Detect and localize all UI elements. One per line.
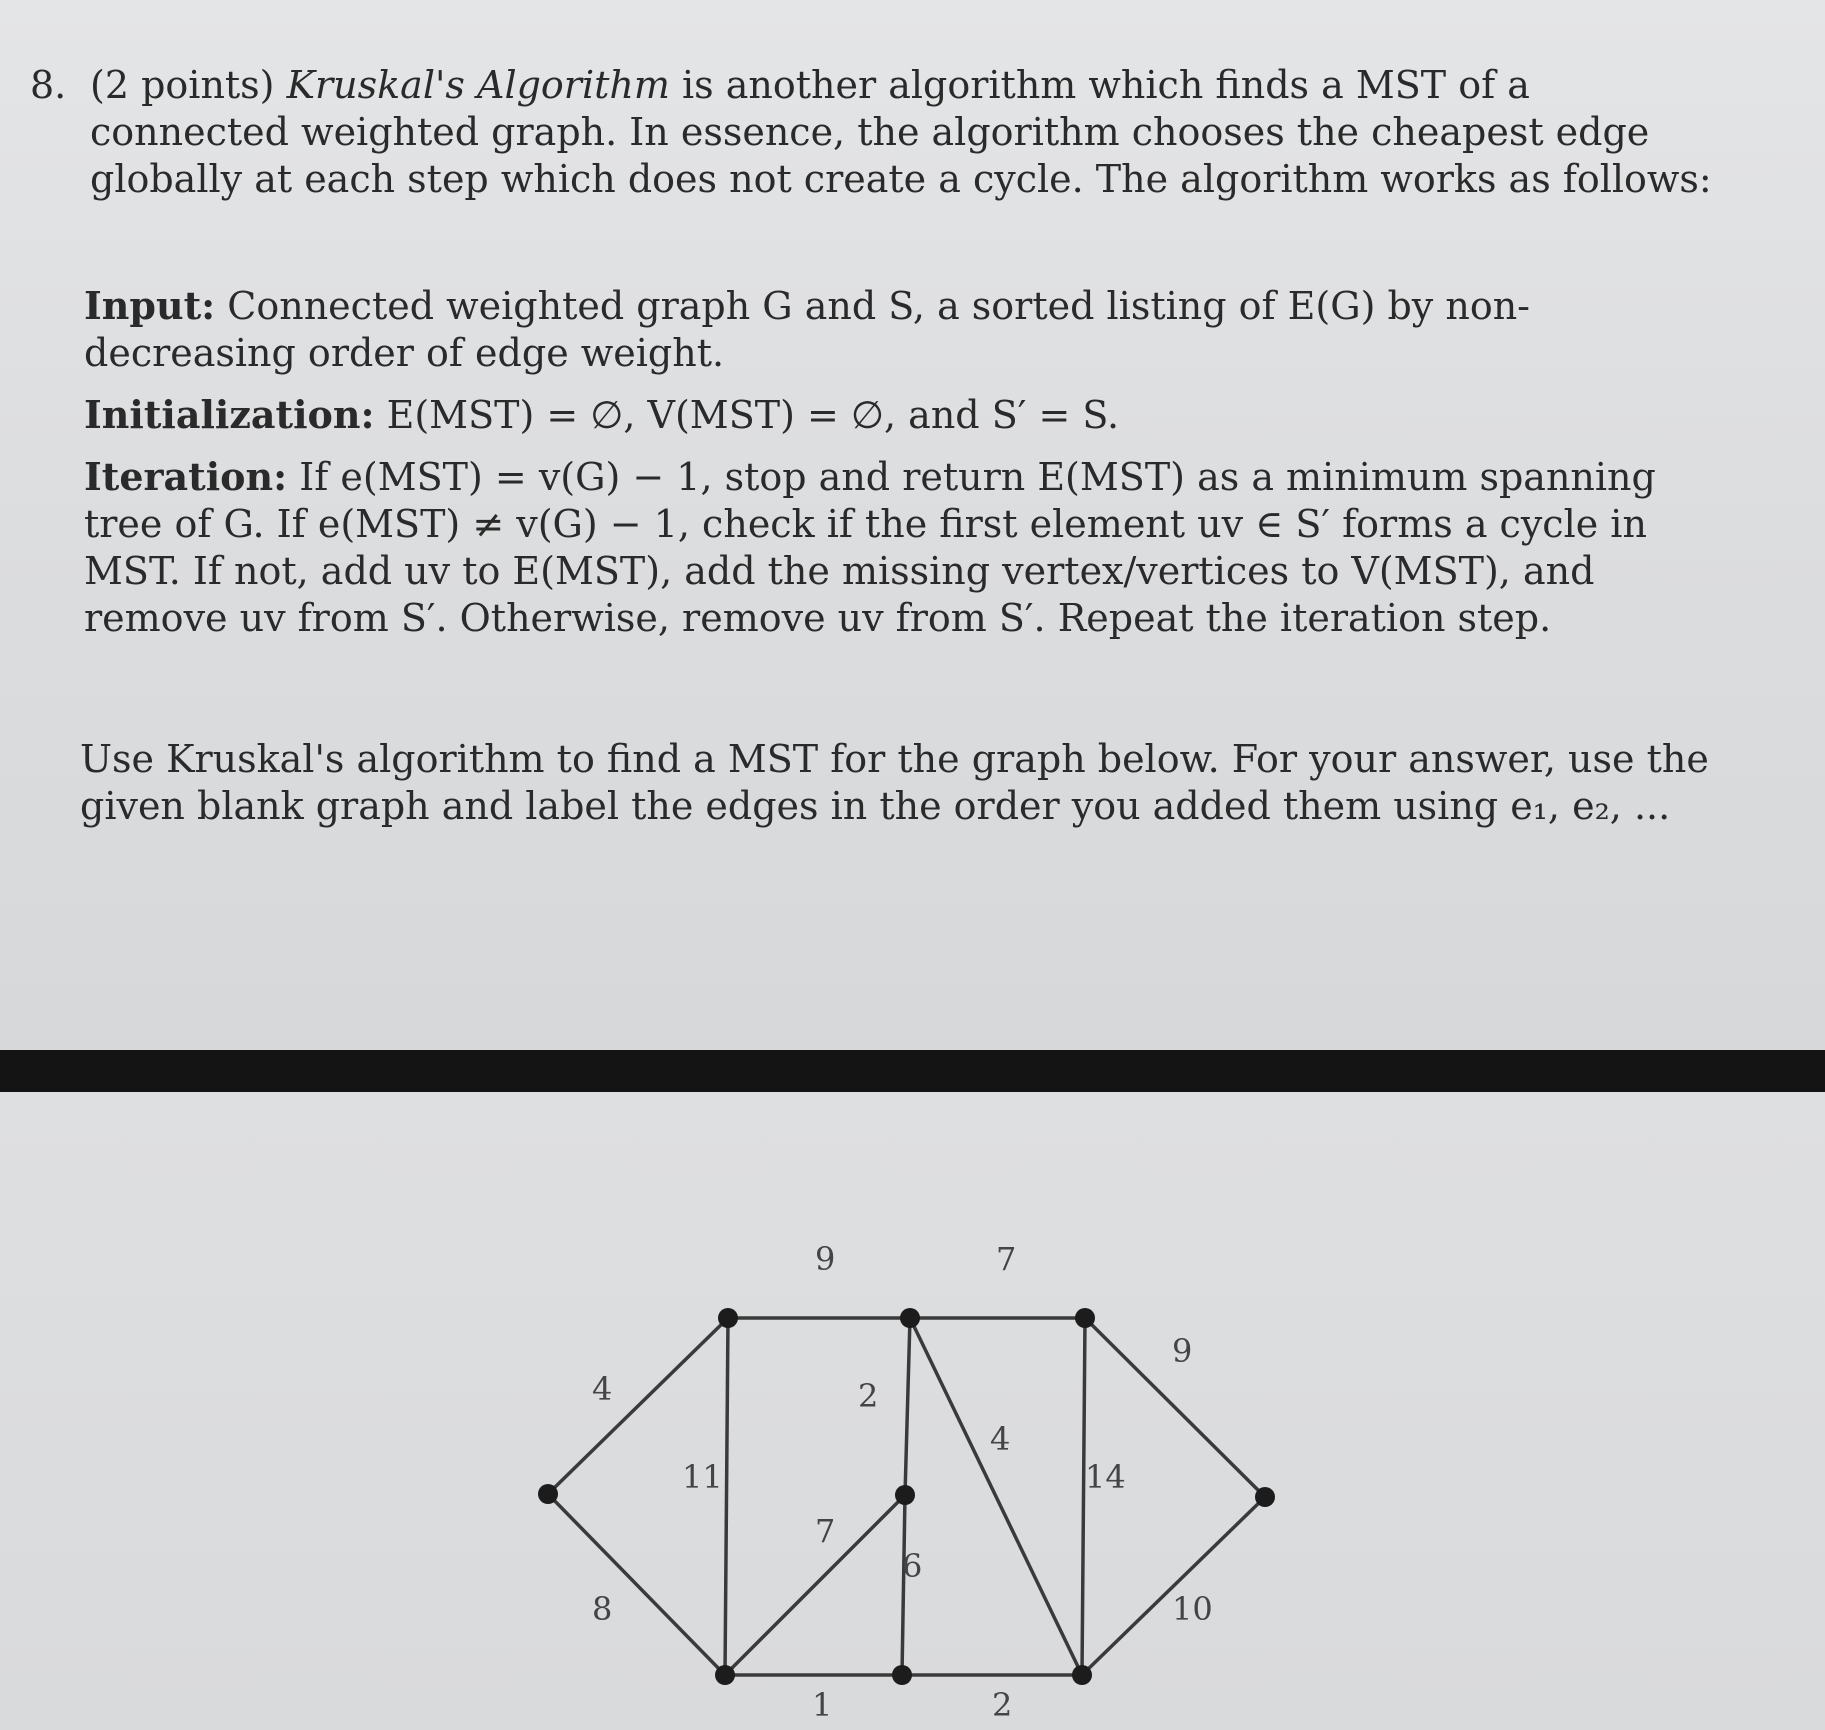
- problem-points: (2 points): [90, 63, 275, 107]
- edge-middle-short-vertical: [905, 1318, 910, 1495]
- edge-long-diag: [910, 1318, 1082, 1675]
- weight-lower-right-diag: 10: [1172, 1590, 1213, 1628]
- vertex-right: [1255, 1487, 1275, 1507]
- vertex-bottom-right: [1072, 1665, 1092, 1685]
- screen-divider: [0, 1050, 1825, 1092]
- problem-statement: [30, 62, 1730, 203]
- weight-lower-left-diag: 8: [592, 1590, 613, 1628]
- weight-bottom-right: 2: [992, 1686, 1013, 1720]
- iteration-row: [84, 453, 1734, 642]
- weight-long-diag: 4: [990, 1420, 1011, 1458]
- algorithm-description: [84, 282, 1734, 656]
- vertex-top-right: [1075, 1308, 1095, 1328]
- weight-lower-middle-vertical: 6: [902, 1547, 923, 1585]
- problem-number: 8.: [30, 63, 67, 107]
- edge-lower-left-diag: [548, 1494, 725, 1675]
- vertex-left: [538, 1484, 558, 1504]
- iteration-label: Iteration:: [84, 454, 288, 499]
- initialization-row: [84, 391, 1734, 439]
- edge-left-vertical: [725, 1318, 728, 1675]
- weight-left-vertical: 11: [682, 1458, 723, 1496]
- problem-intro: is another algorithm which finds a MST of a connected weighted graph. In essence, the algorithm chooses the cheapest edge globally at each step which does not create a cycle. The algorithm works as follows:: [90, 63, 1712, 201]
- vertex-bottom-middle: [892, 1665, 912, 1685]
- input-row: [84, 282, 1734, 377]
- weight-inner-diag: 7: [815, 1512, 836, 1550]
- iteration-text: If e(MST) = v(G) − 1, stop and return E(MST) as a minimum spanning tree of G. If e(MST) ≠ v(G) − 1, check if the first element uv ∈ S′ forms a cycle in MST. If not, add uv to E(MST), add the missing vertex/vertices to V(MST), and remove uv from S′. Otherwise, remove uv from S′. Repeat the iteration step.: [84, 455, 1656, 640]
- input-text: Connected weighted graph G and S, a sorted listing of E(G) by non-decreasing order of edge weight.: [84, 284, 1531, 375]
- weight-middle-short-vertical: 2: [858, 1377, 879, 1415]
- task-instructions: Use Kruskal's algorithm to find a MST for the graph below. For your answer, use the given blank graph and label the edges in the order you added them using e₁, e₂, ...: [80, 737, 1709, 828]
- vertex-top-left: [718, 1308, 738, 1328]
- edge-lower-right-diag: [1082, 1497, 1265, 1675]
- vertex-top-middle: [900, 1308, 920, 1328]
- weight-bottom-left: 1: [812, 1686, 833, 1720]
- initialization-label: Initialization:: [84, 392, 375, 437]
- weight-top-right: 7: [996, 1240, 1017, 1278]
- weight-upper-left-diag: 4: [592, 1370, 613, 1408]
- weight-upper-right-diag: 9: [1172, 1332, 1193, 1370]
- vertex-center: [895, 1485, 915, 1505]
- edge-right-vertical: [1082, 1318, 1085, 1675]
- input-label: Input:: [84, 283, 216, 328]
- vertex-bottom-left: [715, 1665, 735, 1685]
- weight-top-left: 9: [815, 1240, 836, 1278]
- initialization-text: E(MST) = ∅, V(MST) = ∅, and S′ = S.: [386, 393, 1120, 437]
- weight-right-vertical: 14: [1085, 1458, 1126, 1496]
- weighted-graph: [500, 1220, 1300, 1720]
- edge-lower-middle-vertical: [902, 1495, 905, 1675]
- algorithm-name: Kruskal's Algorithm: [286, 63, 670, 107]
